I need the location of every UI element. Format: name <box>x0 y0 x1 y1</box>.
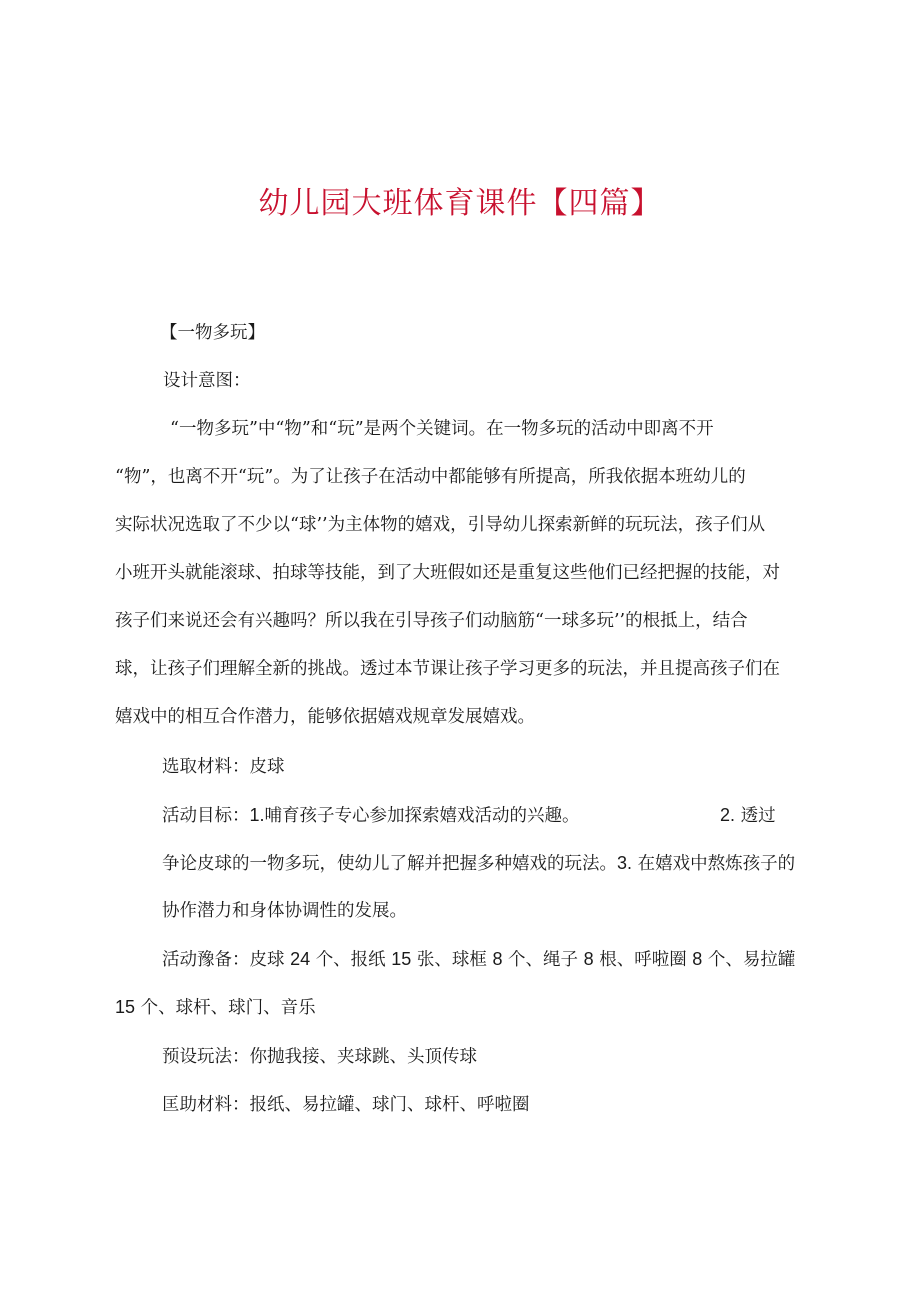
prep-text: 个、易拉罐 <box>707 950 796 970</box>
document-title: 幼儿园大班体育课件【四篇】 <box>258 186 662 221</box>
goal-text: 在嬉戏中熬炼孩子的 <box>637 854 796 874</box>
paragraph-line: “一物多玩”中“物”和“玩”是两个关键词。在一物多玩的活动中即离不开 <box>170 419 714 439</box>
prep-text: 个、球杆、球门、音乐 <box>140 998 316 1018</box>
prep-number: 24 <box>290 949 311 969</box>
prep-text: 根、呼啦圈 <box>599 950 687 970</box>
goal-number: 3. <box>617 853 633 873</box>
goal-text: 哺育孩子专心参加探索嬉戏活动的兴趣。 <box>264 806 580 826</box>
goals-line-1-right <box>720 803 776 828</box>
section-heading: 【一物多玩】 <box>160 323 265 343</box>
paragraph-line: 实际状况选取了不少以“球’’为主体物的嬉戏，引导幼儿探索新鲜的玩玩法，孩子们从 <box>115 515 766 535</box>
prep-text: 个、报纸 <box>315 950 386 970</box>
prep-number: 8 <box>492 949 503 969</box>
goal-number: 1. <box>249 805 265 825</box>
goals-label: 活动目标： <box>162 806 250 826</box>
prep-line-1 <box>162 947 795 972</box>
prep-number: 15 <box>115 997 136 1017</box>
paragraph-line: 小班开头就能滚球、拍球等技能，到了大班假如还是重复这些他们已经把握的技能，对 <box>115 563 780 583</box>
goal-text: 透过 <box>740 806 776 826</box>
prep-text: 活动豫备：皮球 <box>162 950 285 970</box>
prep-number: 8 <box>583 949 594 969</box>
goals-line-1 <box>162 803 580 828</box>
preset-play-line: 预设玩法：你抛我接、夹球跳、头顶传球 <box>162 1047 477 1067</box>
goal-text: 争论皮球的一物多玩，使幼儿了解并把握多种嬉戏的玩法。 <box>162 854 617 874</box>
design-intent-label: 设计意图： <box>163 371 251 391</box>
prep-line-2 <box>115 995 316 1020</box>
paragraph-line: 嬉戏中的相互合作潜力，能够依据嬉戏规章发展嬉戏。 <box>115 707 535 727</box>
paragraph-line: 球，让孩子们理解全新的挑战。透过本节课让孩子学习更多的玩法，并且提高孩子们在 <box>115 659 780 679</box>
paragraph-line: 孩子们来说还会有兴趣吗？所以我在引导孩子们动脑筋“一球多玩’’的根抵上，结合 <box>115 611 748 631</box>
goals-line-2 <box>162 851 795 876</box>
aux-materials-line: 匡助材料：报纸、易拉罐、球门、球杆、呼啦圈 <box>162 1095 530 1115</box>
prep-number: 8 <box>692 949 703 969</box>
materials-line: 选取材料：皮球 <box>162 757 285 777</box>
prep-text: 张、球框 <box>416 950 487 970</box>
paragraph-line: “物”，也离不开“玩”。为了让孩子在活动中都能够有所提高，所我依据本班幼儿的 <box>115 467 746 487</box>
prep-number: 15 <box>391 949 412 969</box>
goal-number: 2. <box>720 805 736 825</box>
prep-text: 个、绳子 <box>508 950 579 970</box>
goals-line-3: 协作潜力和身体协调性的发展。 <box>162 901 407 921</box>
